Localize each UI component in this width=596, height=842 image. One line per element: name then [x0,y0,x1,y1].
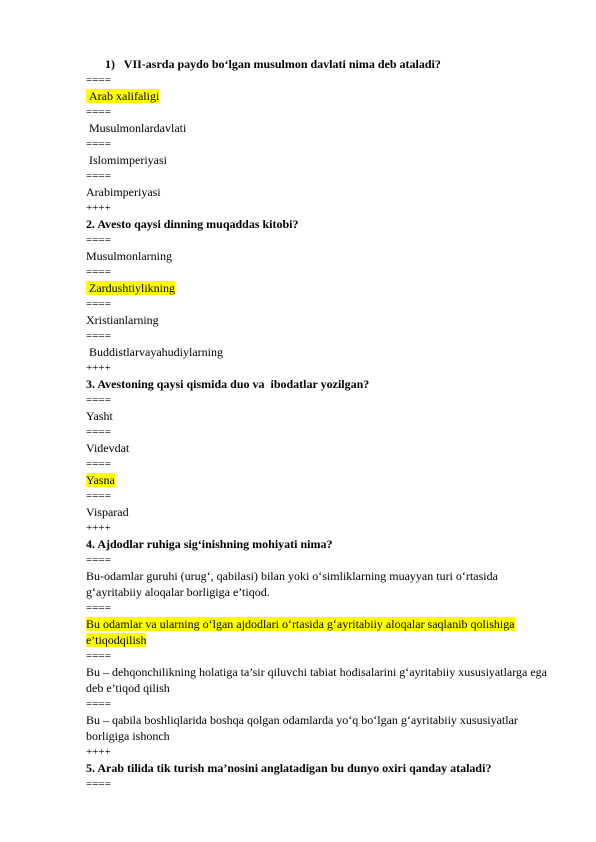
correct-answer-highlight: Yasna [86,473,115,487]
question-number: 1) [105,57,115,71]
question-4: 4. Ajdodlar ruhiga sig‘inishning mohiyati nima? [86,537,333,551]
answer-option-continued: deb e’tiqod qilish [86,681,170,695]
answer-option: Videvdat [86,441,130,455]
question-3: 3. Avestoning qaysi qismida duo va ibodatlar yozilgan? [86,377,370,391]
answer-option: Bu – qabila boshliqlarida boshqa qolgan odamlarda yo‘q bo‘lgan g‘ayritabiiy xususiyatlar [86,713,518,727]
answer-option: Bu – dehqonchilikning holatiga ta’sir qiluvchi tabiat hodisalarini g‘ayritabiiy xususiyatlarga ega [86,665,548,679]
separator: ==== [86,554,111,566]
separator: ==== [86,698,111,710]
answer-option-continued: g‘ayritabiiy aloqalar borligiga e’tiqod. [86,585,270,599]
correct-answer-highlight: Bu odamlar va ularning o‘lgan ajdodlari o‘rtasida g‘ayritabiiy aloqalar saqlanib qolishiga [86,617,515,631]
answer-option [86,88,556,104]
answer-option: Visparad [86,505,129,519]
question-text: VII-asrda paydo bo‘lgan musulmon davlati nima deb ataladi? [123,57,441,71]
separator: ==== [86,266,111,278]
separator: ==== [86,298,111,310]
separator: ==== [86,394,111,406]
separator: ==== [86,426,111,438]
correct-answer-highlight: e’tiqodqilish [86,633,147,647]
question-5: 5. Arab tilida tik turish ma’nosini anglatadigan bu dunyo oxiri qanday ataladi? [86,761,492,775]
question-end-marker: ++++ [86,746,111,758]
answer-option: Musulmonlarning [86,249,172,263]
separator: ==== [86,330,111,342]
question-end-marker: ++++ [86,362,111,374]
answer-option: Buddistlarvayahudiylarning [86,345,223,359]
separator: ==== [86,490,111,502]
answer-option: Bu-odamlar guruhi (urug‘, qabilasi) bilan yoki o‘simliklarning muayyan turi o‘rtasida [86,569,498,583]
separator: ==== [86,602,111,614]
quiz-content [86,56,556,792]
answer-option: Yasht [86,409,113,423]
correct-answer-highlight: Arab xalifaligi [86,89,160,103]
separator: ==== [86,106,111,118]
separator: ==== [86,458,111,470]
separator: ==== [86,74,111,86]
question-2: 2. Avesto qaysi dinning muqaddas kitobi? [86,217,299,231]
answer-option: Arabimperiyasi [86,185,161,199]
separator: ==== [86,170,111,182]
question-1 [86,56,556,72]
answer-option [86,616,556,632]
answer-option-continued: borligiga ishonch [86,729,170,743]
separator: ==== [86,138,111,150]
answer-option: Musulmonlardavlati [86,121,187,135]
separator: ==== [86,234,111,246]
answer-option-continued [86,632,556,648]
answer-option: Islomimperiyasi [86,153,167,167]
answer-option [86,472,556,488]
correct-answer-highlight: Zardushtiylikning [86,281,175,295]
question-end-marker: ++++ [86,522,111,534]
answer-option [86,280,556,296]
question-end-marker: ++++ [86,202,111,214]
separator: ==== [86,778,111,790]
separator: ==== [86,650,111,662]
answer-option: Xristianlarning [86,313,159,327]
